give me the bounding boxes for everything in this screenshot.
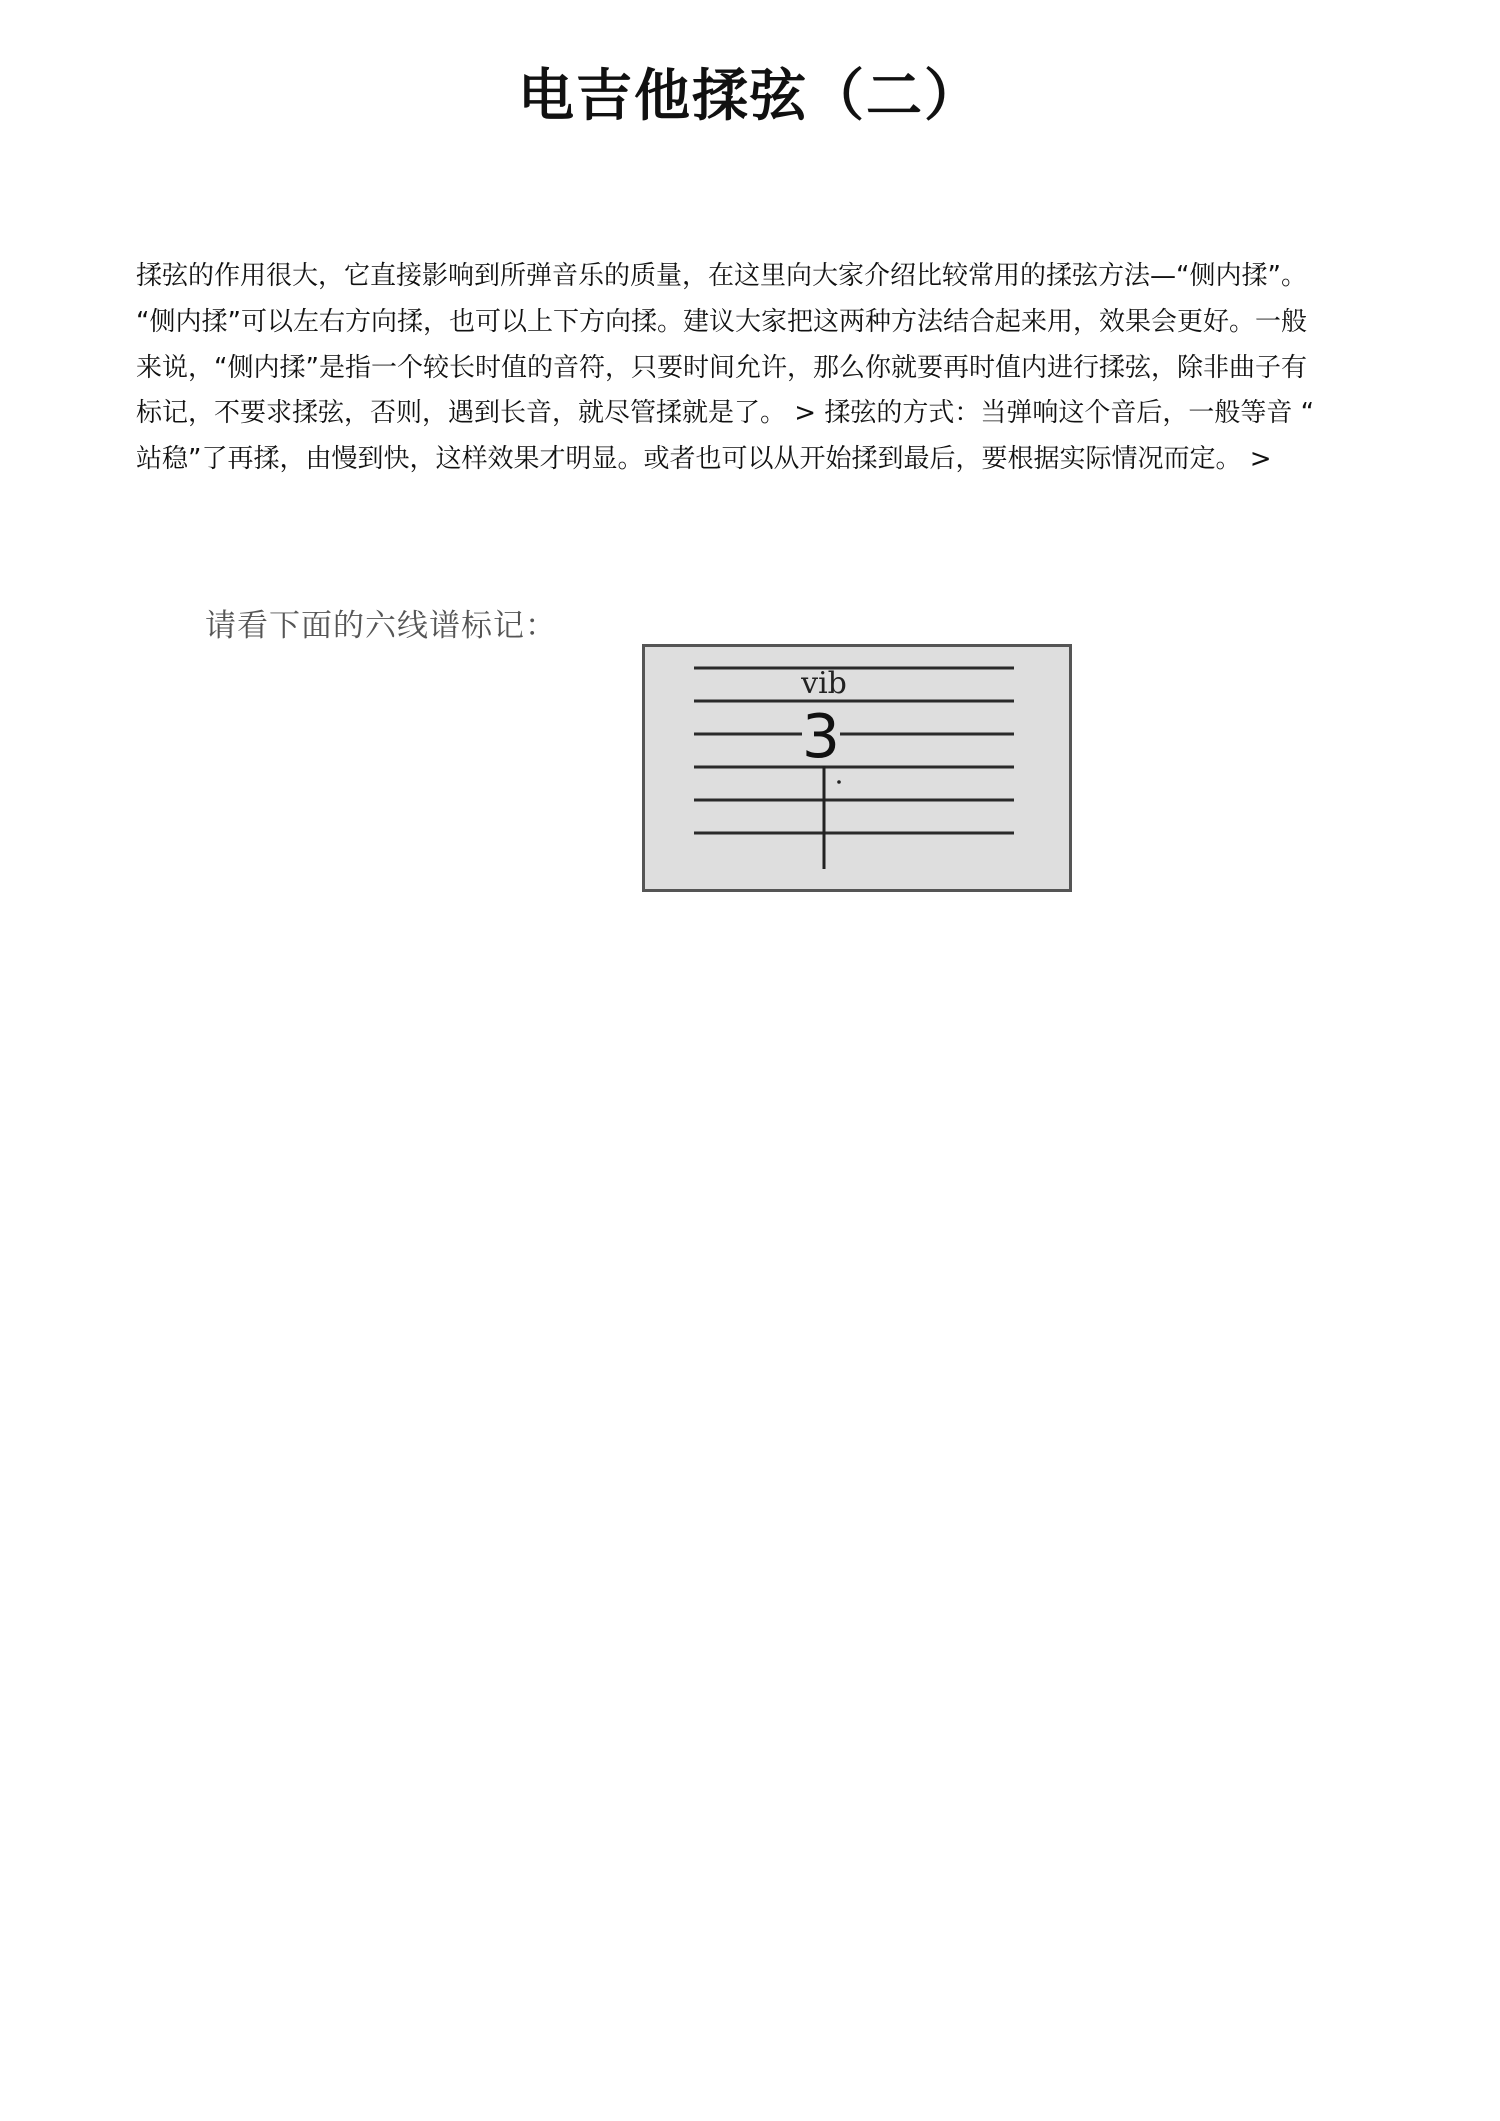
- dot-mark: [837, 780, 841, 784]
- body-paragraph: [136, 254, 1382, 483]
- vibrato-marking: vib: [801, 666, 847, 701]
- fret-number: 3: [801, 702, 841, 772]
- tablature-figure: [642, 644, 1072, 892]
- paragraph-line: 来说，“侧内揉”是指一个较长时值的音符，只要时间允许，那么你就要再时值内进行揉弦，除非曲子有: [136, 352, 1307, 383]
- paragraph-line: 揉弦的作用很大，它直接影响到所弹音乐的质量，在这里向大家介绍比较常用的揉弦方法—“侧内揉”。: [136, 261, 1307, 291]
- tablature-caption: 请看下面的六线谱标记：: [205, 608, 557, 644]
- document-title: 电吉他揉弦（二）: [518, 64, 982, 129]
- paragraph-line: 标记，不要求揉弦，否则，遇到长音，就尽管揉就是了。 > 揉弦的方式：当弹响这个音后，一般等音 “: [136, 398, 1315, 429]
- tablature-example: [205, 600, 1085, 900]
- paragraph-line: “侧内揉”可以左右方向揉，也可以上下方向揉。建议大家把这两种方法结合起来用，效果会更好。一般: [136, 306, 1307, 337]
- paragraph-line: 站稳”了再揉，由慢到快，这样效果才明显。或者也可以从开始揉到最后，要根据实际情况而定。 >: [136, 444, 1272, 475]
